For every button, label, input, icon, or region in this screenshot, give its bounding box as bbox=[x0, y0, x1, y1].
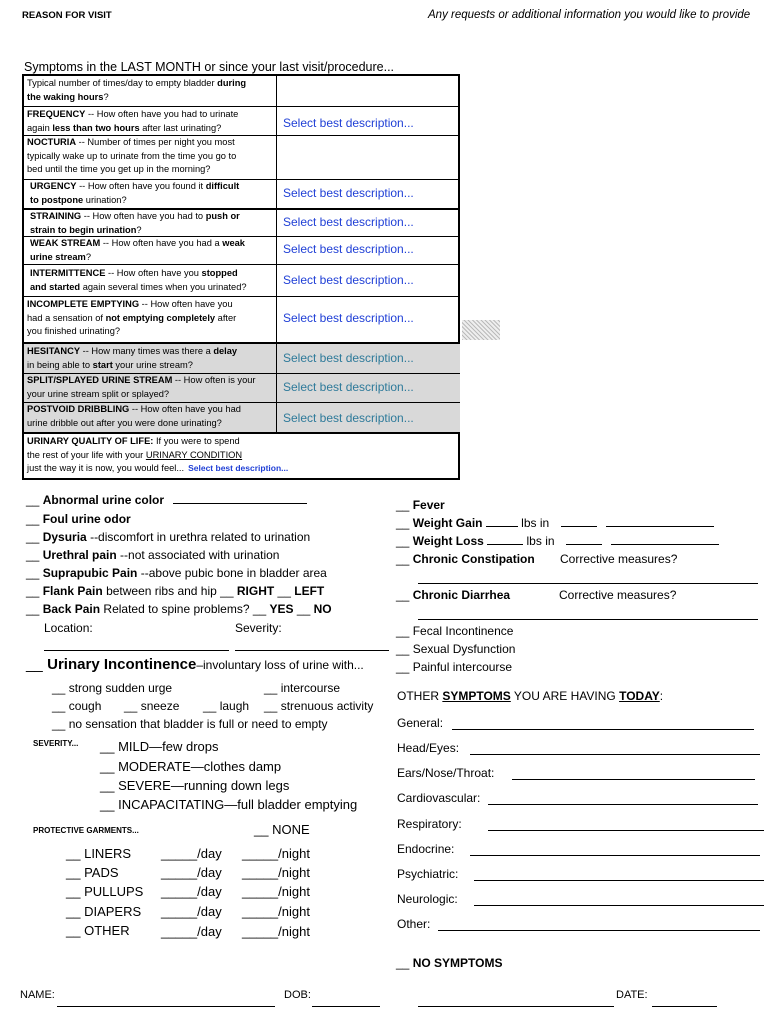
laugh-item[interactable]: __ laugh bbox=[203, 699, 250, 713]
fecal-incontinence-item[interactable]: __ Fecal Incontinence bbox=[396, 624, 514, 638]
garment-pullups[interactable]: __ PULLUPS bbox=[66, 884, 144, 899]
endocrine-line[interactable] bbox=[470, 855, 760, 856]
table-row: INCOMPLETE EMPTYING -- How often have you had a sensation of not emptying completely after you finished urinating? Select best description... bbox=[24, 297, 460, 342]
weight-gain-item[interactable]: __ Weight Gain lbs in bbox=[396, 516, 714, 530]
signature-line[interactable] bbox=[418, 1006, 614, 1007]
weak-stream-select[interactable]: Select best description... bbox=[283, 242, 414, 256]
mild-option[interactable]: __ MILD—few drops bbox=[100, 739, 219, 754]
location-label: Location: bbox=[44, 621, 93, 635]
reason-for-visit-label: REASON FOR VISIT bbox=[22, 10, 112, 21]
pullups-per-day[interactable]: _____/day bbox=[161, 884, 222, 899]
split-stream-select[interactable]: Select best description... bbox=[283, 380, 414, 394]
pullups-per-night[interactable]: _____/night bbox=[242, 884, 310, 899]
cardiovascular-line[interactable] bbox=[488, 804, 758, 805]
table-row: FREQUENCY -- How often have you had to urinate again less than two hours after last urinating? Select best description... bbox=[24, 107, 460, 135]
garment-liners[interactable]: __ LINERS bbox=[66, 846, 132, 861]
intermittence-select[interactable]: Select best description... bbox=[283, 273, 414, 287]
requests-label: Any requests or additional information you would like to provide   bbox=[428, 9, 762, 21]
ears-nose-throat-label: Ears/Nose/Throat: bbox=[397, 766, 495, 780]
symptom-table bbox=[22, 74, 460, 480]
general-label: General: bbox=[397, 716, 444, 730]
name-line[interactable] bbox=[57, 1006, 275, 1007]
psychiatric-line[interactable] bbox=[474, 880, 764, 881]
table-row: URINARY QUALITY OF LIFE: If you were to spend the rest of your life with your URINARY CONDITION just the way it is now, you would feel... Select best description... bbox=[27, 436, 289, 474]
severity-label: SEVERITY... bbox=[33, 739, 79, 748]
location-line[interactable] bbox=[44, 650, 229, 651]
moderate-option[interactable]: __ MODERATE—clothes damp bbox=[100, 759, 282, 774]
neurologic-label: Neurologic: bbox=[397, 892, 458, 906]
suprapubic-pain-item[interactable]: __ Suprapubic Pain --above pubic bone in bladder area bbox=[26, 566, 327, 580]
other-per-day[interactable]: _____/day bbox=[161, 924, 222, 939]
table-row: INTERMITTENCE -- How often have you stopped and started again several times when you urinated? Select best description... bbox=[24, 265, 460, 296]
table-row: STRAINING -- How often have you had to push or strain to begin urination? Select best description... bbox=[24, 210, 460, 236]
chronic-constipation-item[interactable]: __ Chronic Constipation bbox=[396, 552, 535, 566]
diarrhea-corrective-label: Corrective measures? bbox=[559, 588, 677, 602]
painful-intercourse-item[interactable]: __ Painful intercourse bbox=[396, 660, 513, 674]
foul-urine-odor-item[interactable]: __ Foul urine odor bbox=[26, 512, 131, 526]
straining-select[interactable]: Select best description... bbox=[283, 215, 414, 229]
liners-per-day[interactable]: _____/day bbox=[161, 846, 222, 861]
general-line[interactable] bbox=[452, 729, 754, 730]
endocrine-label: Endocrine: bbox=[397, 842, 455, 856]
table-row: NOCTURIA -- Number of times per night you most typically wake up to urinate from the time you go to bed until the time you get up in the morning? bbox=[24, 136, 460, 179]
flank-pain-item[interactable]: __ Flank Pain between ribs and hip __ RIGHT __ LEFT bbox=[26, 584, 325, 598]
date-label: DATE: bbox=[616, 989, 648, 1001]
symptoms-title: Symptoms in the LAST MONTH or since your last visit/procedure... bbox=[24, 60, 395, 74]
none-option[interactable]: __ NONE bbox=[254, 822, 310, 837]
chronic-diarrhea-item[interactable]: __ Chronic Diarrhea bbox=[396, 588, 511, 602]
table-row: Typical number of times/day to empty bladder during the waking hours? bbox=[24, 76, 460, 106]
head-eyes-line[interactable] bbox=[470, 754, 760, 755]
dob-label: DOB: bbox=[284, 989, 311, 1001]
diarrhea-line[interactable] bbox=[418, 619, 758, 620]
other-system-label: Other: bbox=[397, 917, 431, 931]
constipation-corrective-label: Corrective measures? bbox=[560, 552, 678, 566]
ears-nose-throat-line[interactable] bbox=[512, 779, 755, 780]
severity-line[interactable] bbox=[235, 650, 389, 651]
fever-item[interactable]: __ Fever bbox=[396, 498, 445, 512]
garment-diapers[interactable]: __ DIAPERS bbox=[66, 904, 142, 919]
no-sensation-item[interactable]: __ no sensation that bladder is full or need to empty bbox=[52, 717, 328, 731]
other-symptoms-heading: OTHER SYMPTOMS YOU ARE HAVING TODAY: bbox=[397, 689, 664, 703]
table-row: WEAK STREAM -- How often have you had a weak urine stream? Select best description... bbox=[24, 237, 460, 264]
table-row: POSTVOID DRIBBLING -- How often have you had urine dribble out after you were done urinating? Select best description... bbox=[24, 403, 460, 432]
table-row: SPLIT/SPLAYED URINE STREAM -- How often is your your urine stream split or splayed? Select best description... bbox=[24, 374, 460, 402]
name-label: NAME: bbox=[20, 989, 55, 1001]
urinary-incontinence-item[interactable]: __ Urinary Incontinence–involuntary loss of urine with... bbox=[26, 656, 364, 673]
cough-item[interactable]: __ cough bbox=[52, 699, 102, 713]
constipation-line[interactable] bbox=[418, 583, 758, 584]
dob-line[interactable] bbox=[312, 1006, 380, 1007]
urethral-pain-item[interactable]: __ Urethral pain --not associated with urination bbox=[26, 548, 280, 562]
frequency-select[interactable]: Select best description... bbox=[283, 116, 414, 130]
table-row: URGENCY -- How often have you found it difficult to postpone urination? Select best description... bbox=[24, 180, 460, 208]
diapers-per-day[interactable]: _____/day bbox=[161, 904, 222, 919]
garment-pads[interactable]: __ PADS bbox=[66, 865, 119, 880]
hatched-mark bbox=[462, 320, 500, 340]
respiratory-label: Respiratory: bbox=[397, 817, 462, 831]
sexual-dysfunction-item[interactable]: __ Sexual Dysfunction bbox=[396, 642, 516, 656]
incomplete-emptying-select[interactable]: Select best description... bbox=[283, 311, 414, 325]
no-symptoms-item[interactable]: __ NO SYMPTOMS bbox=[396, 956, 503, 970]
severe-option[interactable]: __ SEVERE—running down legs bbox=[100, 778, 290, 793]
protective-garments-label: PROTECTIVE GARMENTS... bbox=[33, 826, 139, 835]
pads-per-night[interactable]: _____/night bbox=[242, 865, 310, 880]
strong-urge-item[interactable]: __ strong sudden urge bbox=[52, 681, 173, 695]
quality-of-life-select[interactable]: Select best description... bbox=[188, 463, 289, 474]
cardiovascular-label: Cardiovascular: bbox=[397, 791, 481, 805]
postvoid-dribbling-select[interactable]: Select best description... bbox=[283, 411, 414, 425]
head-eyes-label: Head/Eyes: bbox=[397, 741, 460, 755]
neurologic-line[interactable] bbox=[474, 905, 764, 906]
respiratory-line[interactable] bbox=[488, 830, 764, 831]
back-pain-item[interactable]: __ Back Pain Related to spine problems? __ YES __ NO bbox=[26, 602, 332, 616]
garment-other[interactable]: __ OTHER bbox=[66, 923, 130, 938]
liners-per-night[interactable]: _____/night bbox=[242, 846, 310, 861]
other-system-line[interactable] bbox=[438, 930, 760, 931]
sneeze-item[interactable]: __ sneeze bbox=[124, 699, 180, 713]
pads-per-day[interactable]: _____/day bbox=[161, 865, 222, 880]
dysuria-item[interactable]: __ Dysuria --discomfort in urethra related to urination bbox=[26, 530, 311, 544]
psychiatric-label: Psychiatric: bbox=[397, 867, 459, 881]
incapacitating-option[interactable]: __ INCAPACITATING—full bladder emptying bbox=[100, 797, 358, 812]
diapers-per-night[interactable]: _____/night bbox=[242, 904, 310, 919]
other-per-night[interactable]: _____/night bbox=[242, 924, 310, 939]
strenuous-activity-item[interactable]: __ strenuous activity bbox=[264, 699, 374, 713]
nocturia-input[interactable] bbox=[276, 136, 460, 179]
urgency-select[interactable]: Select best description... bbox=[283, 186, 414, 200]
abnormal-urine-color-item[interactable]: __ Abnormal urine color bbox=[26, 493, 307, 507]
hesitancy-select[interactable]: Select best description... bbox=[283, 351, 414, 365]
severity-field-label: Severity: bbox=[235, 621, 282, 635]
date-line[interactable] bbox=[652, 1006, 717, 1007]
table-row: HESITANCY -- How many times was there a delay in being able to start your urine stream? Select best description... bbox=[24, 344, 460, 373]
intercourse-item[interactable]: __ intercourse bbox=[264, 681, 341, 695]
weight-loss-item[interactable]: __ Weight Loss lbs in bbox=[396, 534, 719, 548]
